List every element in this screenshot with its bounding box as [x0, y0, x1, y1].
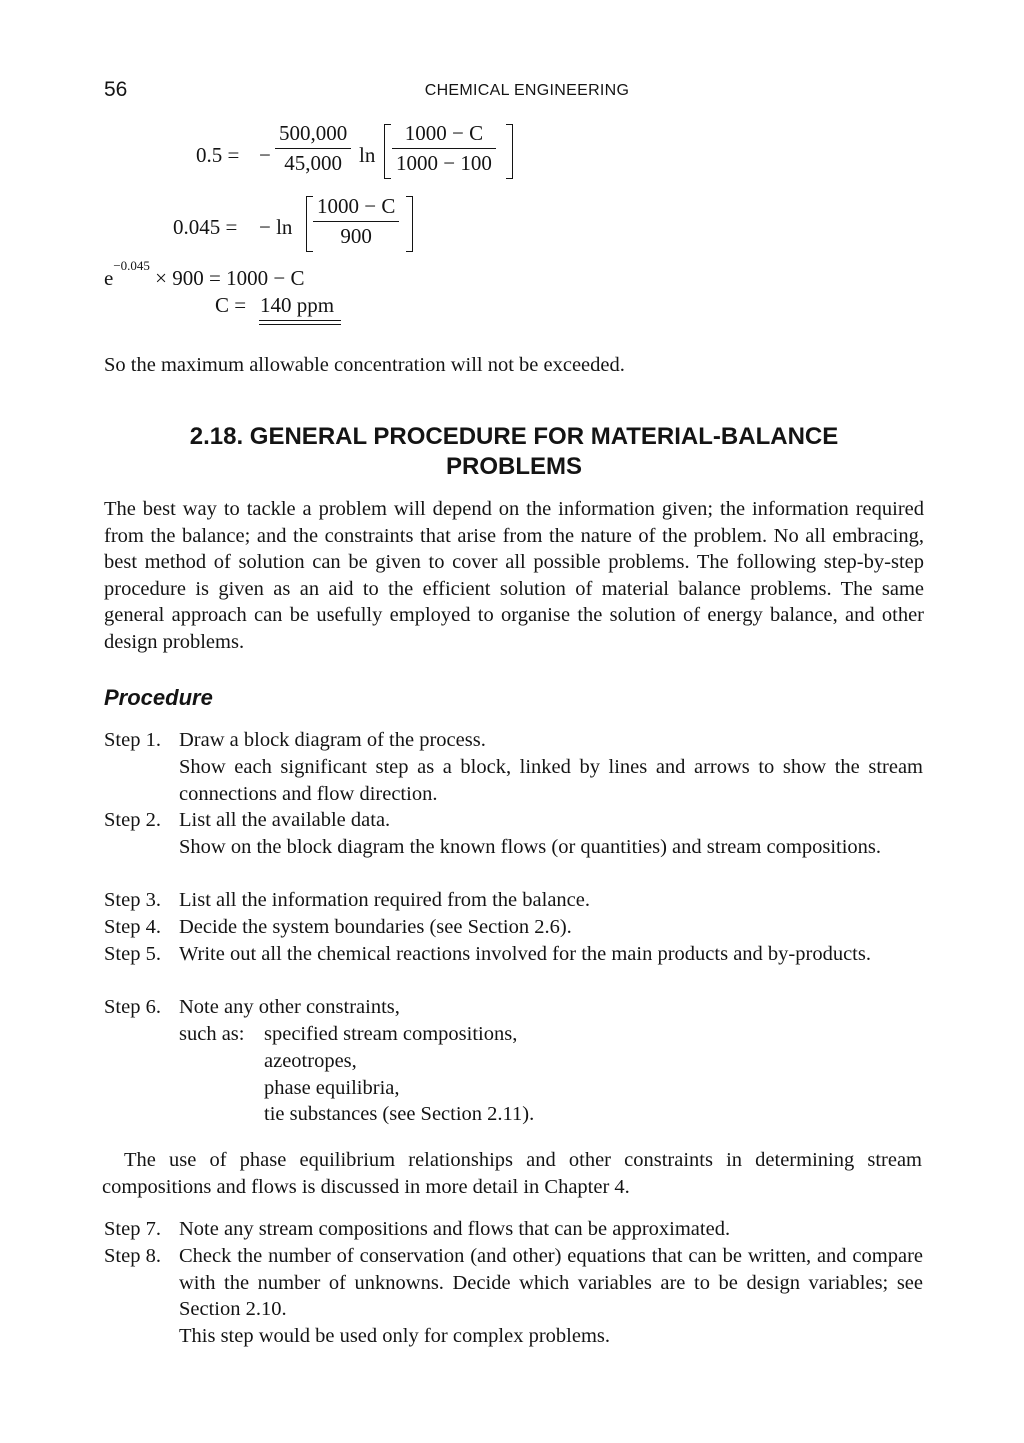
- eq4-lhs: C =: [215, 293, 247, 317]
- step-label: Step 5.: [104, 943, 161, 965]
- step-detail: Show on the block diagram the known flows (or quantities) and stream compositions.: [179, 836, 882, 858]
- intro-paragraph: The best way to tackle a problem will depend on the information given; the information required from the balance; and the constraints that arise from the nature of the problem. No all embracing, best method of solution can be given to cover all possible problems. The following step-by-step procedure is given as an aid to the efficient solution of material balance problems. The same general approach can be usefully employed to organise the solution of energy balance, and other design problems.: [104, 498, 924, 653]
- eq1-lhs: 0.5 =: [196, 143, 240, 167]
- step-label: Step 2.: [104, 809, 161, 831]
- section-heading: [104, 422, 924, 482]
- eq3-base: e: [104, 266, 114, 290]
- eq2-ln: − ln: [259, 215, 293, 239]
- step-label: Step 7.: [104, 1218, 161, 1240]
- constraint-item: tie substances (see Section 2.11).: [264, 1103, 535, 1125]
- page-number: 56: [104, 78, 128, 101]
- step-text: List all the available data.: [179, 809, 391, 831]
- eq2-right-bracket: [406, 196, 413, 252]
- eq1-bracket-fraction: [392, 123, 496, 174]
- eq1-left-bracket: [384, 124, 391, 179]
- procedure-heading: Procedure: [104, 685, 213, 710]
- section-heading-line-2: PROBLEMS: [445, 453, 582, 480]
- eq3-exponent: −0.045: [113, 258, 150, 273]
- eq1-bracket-denominator: 1000 − 100: [396, 151, 492, 175]
- eq2-lhs: 0.045 =: [173, 215, 238, 239]
- eq1-ln: ln: [359, 143, 376, 167]
- running-title: CHEMICAL ENGINEERING: [424, 82, 630, 99]
- step-text: Draw a block diagram of the process.: [179, 729, 486, 751]
- eq4-result: 140 ppm: [260, 293, 335, 317]
- constraint-item: azeotropes,: [264, 1050, 357, 1072]
- step-text: Write out all the chemical reactions involved for the main products and by-products.: [179, 943, 871, 965]
- conclusion-text: So the maximum allowable concentration will not be exceeded.: [104, 354, 625, 376]
- eq1-fraction: [275, 123, 351, 174]
- eq3-rest: × 900 = 1000 − C: [155, 266, 305, 290]
- step-detail: This step would be used only for complex problems.: [179, 1325, 611, 1347]
- step-label: Step 3.: [104, 889, 161, 911]
- eq2-bracket-fraction: [313, 196, 399, 247]
- eq2-bracket-numerator: 1000 − C: [317, 194, 396, 218]
- constraint-item: phase equilibria,: [264, 1077, 400, 1099]
- step-text: Decide the system boundaries (see Section 2.6).: [179, 916, 572, 938]
- step-text: Note any stream compositions and flows that can be approximated.: [179, 1218, 731, 1240]
- step-label: Step 8.: [104, 1245, 161, 1267]
- step-text: Note any other constraints,: [179, 996, 400, 1018]
- step-text: Check the number of conservation (and other) equations that can be written, and compare with the number of unknowns. Decide which variables are to be design variables; see Section 2.10.: [179, 1245, 923, 1320]
- eq1-denominator: 45,000: [284, 151, 342, 175]
- eq1-bracket-numerator: 1000 − C: [404, 121, 484, 145]
- step-text: List all the information required from the balance.: [179, 889, 590, 911]
- such-as-label: such as:: [179, 1023, 245, 1045]
- constraint-item: specified stream compositions,: [264, 1023, 518, 1045]
- step-detail: Show each significant step as a block, linked by lines and arrows to show the stream connections and flow direction.: [179, 756, 923, 805]
- phase-equilibrium-note: The use of phase equilibrium relationships and other constraints in determining stream compositions and flows is discussed in more detail in Chapter 4.: [102, 1149, 922, 1198]
- eq1-numerator: 500,000: [279, 121, 348, 145]
- step-label: Step 1.: [104, 729, 161, 751]
- eq2-left-bracket: [306, 196, 313, 252]
- eq2-bracket-denominator: 900: [340, 224, 372, 248]
- eq3-expression: [104, 258, 305, 290]
- step-label: Step 6.: [104, 996, 161, 1018]
- result-double-underline: [259, 320, 341, 325]
- eq1-sign: −: [259, 143, 271, 167]
- section-heading-line-1: 2.18. GENERAL PROCEDURE FOR MATERIAL-BALANCE: [189, 423, 839, 450]
- eq1-right-bracket: [506, 124, 513, 179]
- step-label: Step 4.: [104, 916, 161, 938]
